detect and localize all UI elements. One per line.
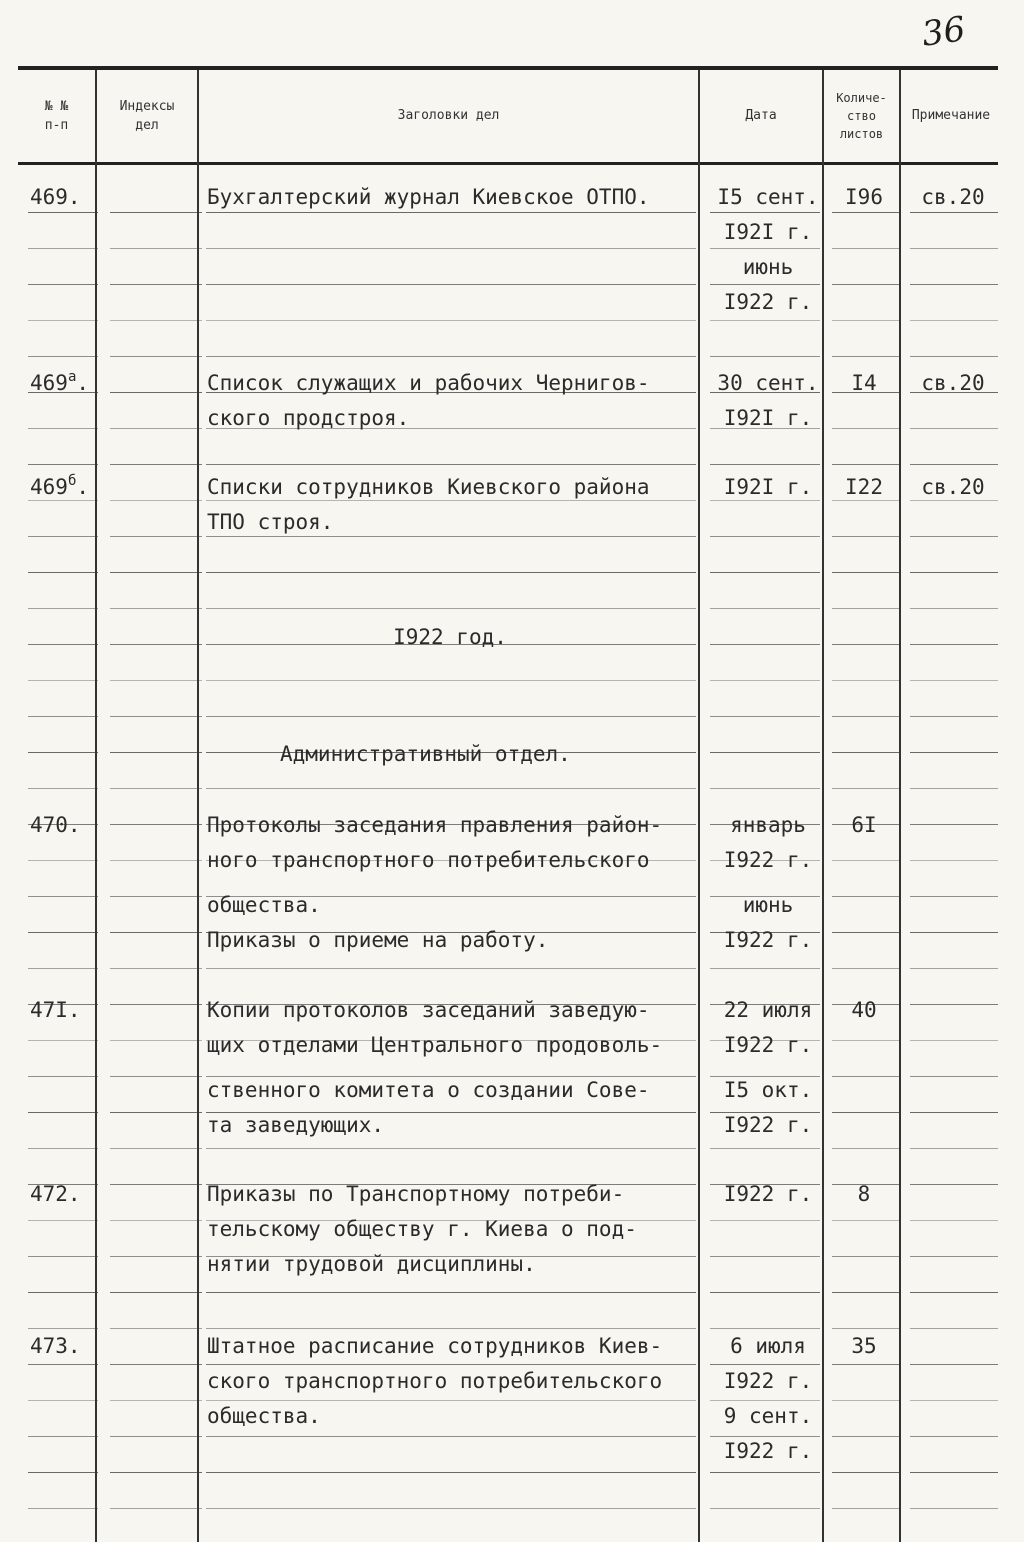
- entry-date-line: 9 сент.: [723, 1404, 813, 1428]
- ruling-segment: [832, 1076, 900, 1077]
- entry-sheet-count: 35: [851, 1334, 877, 1358]
- entry-title-line: нятии трудовой дисциплины.: [207, 1252, 536, 1276]
- header-index: Индексы дел: [119, 98, 175, 133]
- ruling-segment: [110, 428, 202, 429]
- ruling-segment: [110, 1256, 202, 1257]
- entry-date-line: I92I г.: [723, 406, 813, 430]
- ruling-segment: [832, 860, 900, 861]
- ruling-segment: [110, 1364, 202, 1365]
- ruling-segment: [110, 608, 202, 609]
- ruling-segment: [910, 1364, 998, 1365]
- ruling-segment: [910, 1040, 998, 1041]
- ruling-segment: [110, 500, 202, 501]
- ruling-segment: [206, 572, 696, 573]
- ruling-segment: [832, 1040, 900, 1041]
- entry-note: св.20: [921, 371, 985, 395]
- ruling-line: [20, 248, 1000, 249]
- ruling-segment: [832, 356, 900, 357]
- ruling-segment: [110, 356, 202, 357]
- ruling-segment: [910, 428, 998, 429]
- entry-title-line: та заведующих.: [207, 1113, 385, 1137]
- entry-date-line: I922 г.: [723, 1113, 813, 1137]
- ruling-segment: [110, 1436, 202, 1437]
- ruling-segment: [28, 464, 98, 465]
- ruling-segment: [710, 536, 820, 537]
- header-date: Дата: [745, 108, 777, 124]
- ruling-segment: [832, 536, 900, 537]
- ruling-line: [20, 320, 1000, 321]
- entry-title-line: ственного комитета о создании Сове-: [207, 1078, 650, 1102]
- ruling-segment: [28, 1508, 98, 1509]
- ruling-segment: [910, 1220, 998, 1221]
- entry-date-line: I922 г.: [723, 1033, 813, 1057]
- ruling-segment: [110, 1292, 202, 1293]
- ruling-segment: [910, 572, 998, 573]
- ruling-segment: [710, 1292, 820, 1293]
- ruling-line: [20, 1472, 1000, 1473]
- ruling-segment: [910, 1004, 998, 1005]
- ruling-segment: [110, 824, 202, 825]
- ruling-segment: [910, 1400, 998, 1401]
- ruling-segment: [710, 752, 820, 753]
- ruling-segment: [206, 788, 696, 789]
- ruling-segment: [832, 788, 900, 789]
- header-title: Заголовки дел: [397, 108, 500, 124]
- ruling-segment: [28, 968, 98, 969]
- entry-title-line: Штатное расписание сотрудников Киев-: [207, 1334, 663, 1358]
- section-department-heading: Административный отдел.: [280, 742, 571, 766]
- ruling-segment: [110, 788, 202, 789]
- entry-date-line: I922 г.: [723, 290, 813, 314]
- ruling-segment: [710, 356, 820, 357]
- ruling-segment: [110, 932, 202, 933]
- entry-number: [30, 470, 89, 504]
- ruling-segment: [910, 1256, 998, 1257]
- ruling-segment: [110, 896, 202, 897]
- entry-title-line: общества.: [207, 1404, 321, 1428]
- ruling-segment: [28, 860, 98, 861]
- ruling-line: [20, 284, 1000, 285]
- ruling-segment: [832, 932, 900, 933]
- entry-date-line: I92I г.: [723, 475, 813, 499]
- ruling-segment: [832, 1400, 900, 1401]
- ruling-segment: [910, 464, 998, 465]
- entry-number: 473.: [30, 1334, 81, 1358]
- ruling-segment: [110, 1040, 202, 1041]
- entry-date-line: I5 окт.: [723, 1078, 813, 1102]
- ruling-segment: [206, 464, 696, 465]
- ruling-segment: [28, 644, 98, 645]
- ruling-segment: [832, 1508, 900, 1509]
- ruling-segment: [28, 1256, 98, 1257]
- ruling-segment: [28, 1400, 98, 1401]
- ruling-line: [20, 536, 1000, 537]
- ruling-segment: [910, 1112, 998, 1113]
- ruling-segment: [910, 1292, 998, 1293]
- ruling-segment: [910, 1328, 998, 1329]
- ruling-segment: [206, 248, 696, 249]
- ruling-segment: [910, 716, 998, 717]
- ruling-segment: [710, 644, 820, 645]
- ruling-segment: [832, 1472, 900, 1473]
- ruling-segment: [28, 1220, 98, 1221]
- ruling-segment: [832, 716, 900, 717]
- ruling-segment: [206, 284, 696, 285]
- ruling-line: [20, 1508, 1000, 1509]
- ruling-segment: [910, 788, 998, 789]
- ruling-segment: [910, 752, 998, 753]
- ruling-segment: [206, 608, 696, 609]
- ruling-segment: [832, 1292, 900, 1293]
- ruling-segment: [110, 1148, 202, 1149]
- ruling-segment: [28, 896, 98, 897]
- ruling-segment: [710, 608, 820, 609]
- ruling-segment: [28, 788, 98, 789]
- ruling-segment: [28, 932, 98, 933]
- ruling-segment: [206, 1148, 696, 1149]
- entry-date-line: I922 г.: [723, 1439, 813, 1463]
- ruling-segment: [910, 968, 998, 969]
- ruling-segment: [28, 1436, 98, 1437]
- ruling-segment: [910, 896, 998, 897]
- ruling-segment: [710, 1256, 820, 1257]
- ruling-segment: [110, 644, 202, 645]
- entry-date-line: I922 г.: [723, 1369, 813, 1393]
- ruling-segment: [832, 680, 900, 681]
- ruling-segment: [710, 1472, 820, 1473]
- ruling-segment: [28, 716, 98, 717]
- ruling-segment: [110, 1508, 202, 1509]
- column-divider: [95, 70, 97, 1542]
- entry-date-line: I92I г.: [723, 220, 813, 244]
- entry-date-line: 30 сент.: [717, 371, 819, 395]
- ruling-line: [20, 1112, 1000, 1113]
- entry-sheet-count: 8: [857, 1182, 871, 1206]
- ruling-segment: [28, 608, 98, 609]
- ruling-segment: [206, 1472, 696, 1473]
- ruling-segment: [710, 464, 820, 465]
- page-number: 36: [919, 9, 968, 55]
- ruling-segment: [28, 1472, 98, 1473]
- entry-date-line: июнь: [742, 893, 794, 917]
- entry-number: 469.: [30, 185, 81, 209]
- ruling-segment: [206, 320, 696, 321]
- ruling-segment: [110, 392, 202, 393]
- ruling-segment: [110, 752, 202, 753]
- ruling-segment: [910, 932, 998, 933]
- ruling-segment: [206, 1292, 696, 1293]
- entry-sheet-count: 40: [851, 998, 877, 1022]
- header-rule: [18, 162, 998, 165]
- ruling-segment: [28, 356, 98, 357]
- ruling-segment: [110, 1112, 202, 1113]
- ruling-segment: [206, 1436, 696, 1437]
- entry-number: [30, 366, 89, 400]
- entry-number-main: 469: [30, 371, 68, 395]
- ruling-segment: [206, 716, 696, 717]
- ruling-segment: [710, 680, 820, 681]
- entry-title-line: ского транспортного потребительского: [207, 1369, 663, 1393]
- section-year-heading: I922 год.: [393, 625, 507, 649]
- ruling-segment: [910, 1184, 998, 1185]
- entry-number-suffix: б: [67, 473, 77, 489]
- ruling-segment: [206, 968, 696, 969]
- ruling-segment: [710, 1220, 820, 1221]
- entry-date-line: I922 г.: [723, 1182, 813, 1206]
- ruling-segment: [110, 680, 202, 681]
- ruling-segment: [110, 464, 202, 465]
- entry-note: св.20: [921, 475, 985, 499]
- ruling-segment: [832, 1436, 900, 1437]
- ruling-segment: [28, 320, 98, 321]
- ruling-segment: [910, 356, 998, 357]
- ruling-segment: [910, 608, 998, 609]
- ruling-segment: [910, 1076, 998, 1077]
- entry-title-line: ного транспортного потребительского: [207, 848, 650, 872]
- ruling-segment: [832, 1364, 900, 1365]
- ruling-line: [20, 1292, 1000, 1293]
- ruling-segment: [110, 1076, 202, 1077]
- ruling-segment: [28, 752, 98, 753]
- ruling-segment: [28, 428, 98, 429]
- ruling-segment: [110, 320, 202, 321]
- ruling-segment: [832, 1112, 900, 1113]
- ruling-segment: [206, 680, 696, 681]
- ruling-segment: [110, 1400, 202, 1401]
- ruling-segment: [910, 1508, 998, 1509]
- entry-number: 470.: [30, 813, 81, 837]
- ruling-segment: [110, 860, 202, 861]
- entry-note: св.20: [921, 185, 985, 209]
- ruling-segment: [910, 824, 998, 825]
- ruling-segment: [710, 320, 820, 321]
- ruling-segment: [110, 716, 202, 717]
- entry-number-dot: .: [76, 371, 90, 395]
- entry-number-suffix: а: [67, 369, 77, 385]
- ruling-segment: [910, 680, 998, 681]
- ruling-line: [20, 896, 1000, 897]
- ruling-segment: [110, 248, 202, 249]
- ruling-segment: [710, 1508, 820, 1509]
- entry-date-line: I922 г.: [723, 848, 813, 872]
- entry-title-line: ТПО строя.: [207, 510, 334, 534]
- entry-sheet-count: 6I: [851, 813, 877, 837]
- ruling-segment: [206, 356, 696, 357]
- ruling-segment: [832, 608, 900, 609]
- entry-number: 472.: [30, 1182, 81, 1206]
- ruling-segment: [832, 1256, 900, 1257]
- ruling-segment: [28, 248, 98, 249]
- ruling-segment: [832, 248, 900, 249]
- ruling-segment: [910, 536, 998, 537]
- entry-title-line: Приказы по Транспортному потреби-: [207, 1182, 625, 1206]
- header-sheets: Количе- ство листов: [836, 91, 887, 141]
- ruling-segment: [910, 860, 998, 861]
- ruling-segment: [28, 1148, 98, 1149]
- ruling-segment: [110, 1328, 202, 1329]
- ruling-segment: [832, 428, 900, 429]
- entry-title-line: Список служащих и рабочих Чернигов-: [207, 371, 650, 395]
- ruling-segment: [206, 1508, 696, 1509]
- column-divider: [197, 70, 199, 1542]
- header-note: Примечание: [911, 108, 991, 124]
- entry-date-line: июнь: [742, 255, 794, 279]
- ruling-line: [20, 464, 1000, 465]
- ruling-segment: [110, 1004, 202, 1005]
- ruling-segment: [710, 716, 820, 717]
- ruling-segment: [110, 284, 202, 285]
- ruling-segment: [110, 212, 202, 213]
- column-divider: [899, 70, 901, 1542]
- ruling-segment: [28, 1040, 98, 1041]
- ruling-segment: [910, 1148, 998, 1149]
- ruling-segment: [832, 1220, 900, 1221]
- ruling-line: [20, 716, 1000, 717]
- ruling-line: [20, 1148, 1000, 1149]
- ruling-segment: [110, 1220, 202, 1221]
- entry-date-line: I5 сент.: [717, 185, 819, 209]
- ruling-segment: [832, 968, 900, 969]
- ruling-segment: [28, 1112, 98, 1113]
- ruling-segment: [910, 644, 998, 645]
- ruling-segment: [110, 536, 202, 537]
- entry-date-line: I922 г.: [723, 928, 813, 952]
- ruling-segment: [832, 320, 900, 321]
- ruling-segment: [910, 320, 998, 321]
- ruling-segment: [110, 1472, 202, 1473]
- entry-date-line: 22 июля: [723, 998, 813, 1022]
- ruling-segment: [832, 752, 900, 753]
- entry-number-main: 469: [30, 475, 68, 499]
- ruling-segment: [910, 1472, 998, 1473]
- entry-title-line: общества.: [207, 893, 321, 917]
- ruling-segment: [832, 464, 900, 465]
- ruling-line: [20, 680, 1000, 681]
- ruling-segment: [910, 1436, 998, 1437]
- column-divider: [698, 70, 700, 1542]
- ruling-segment: [110, 1184, 202, 1185]
- entry-title-line: Протоколы заседания правления район-: [207, 813, 663, 837]
- ruling-segment: [910, 284, 998, 285]
- ruling-segment: [832, 284, 900, 285]
- ruling-segment: [710, 788, 820, 789]
- ruling-line: [20, 428, 1000, 429]
- ruling-line: [20, 968, 1000, 969]
- ruling-segment: [28, 536, 98, 537]
- ruling-segment: [832, 572, 900, 573]
- entry-sheet-count: I22: [845, 475, 883, 499]
- ruling-segment: [710, 1148, 820, 1149]
- ruling-segment: [832, 896, 900, 897]
- ruling-segment: [28, 1076, 98, 1077]
- entry-date-line: январь: [730, 813, 806, 837]
- entry-title-line: Бухгалтерский журнал Киевское ОТПО.: [207, 185, 650, 209]
- ruling-line: [20, 788, 1000, 789]
- ruling-segment: [28, 1292, 98, 1293]
- ruling-line: [20, 1436, 1000, 1437]
- ruling-segment: [832, 1148, 900, 1149]
- ruling-segment: [28, 1364, 98, 1365]
- entry-title-line: Списки сотрудников Киевского района: [207, 475, 650, 499]
- ruling-segment: [710, 968, 820, 969]
- ruling-line: [20, 1400, 1000, 1401]
- ruling-line: [20, 356, 1000, 357]
- entry-title-line: Приказы о приеме на работу.: [207, 928, 549, 952]
- entry-date-line: 6 июля: [730, 1334, 806, 1358]
- entry-number: 47I.: [30, 998, 81, 1022]
- ruling-line: [20, 572, 1000, 573]
- ruling-segment: [832, 644, 900, 645]
- ruling-segment: [910, 248, 998, 249]
- entry-number-dot: .: [76, 475, 90, 499]
- ruling-segment: [28, 680, 98, 681]
- entry-title-line: ского продстроя.: [207, 406, 410, 430]
- entry-sheet-count: I4: [851, 371, 877, 395]
- entry-title-line: тельскому обществу г. Киева о под-: [207, 1217, 637, 1241]
- ruling-segment: [110, 968, 202, 969]
- entry-title-line: щих отделами Центрального продоволь-: [207, 1033, 663, 1057]
- ruling-line: [20, 608, 1000, 609]
- ruling-segment: [28, 572, 98, 573]
- ruling-segment: [28, 284, 98, 285]
- entry-sheet-count: I96: [845, 185, 883, 209]
- ruling-segment: [110, 572, 202, 573]
- ruling-segment: [710, 572, 820, 573]
- entry-title-line: Копии протоколов заседаний заведую-: [207, 998, 650, 1022]
- header-number: № № п-п: [44, 98, 69, 133]
